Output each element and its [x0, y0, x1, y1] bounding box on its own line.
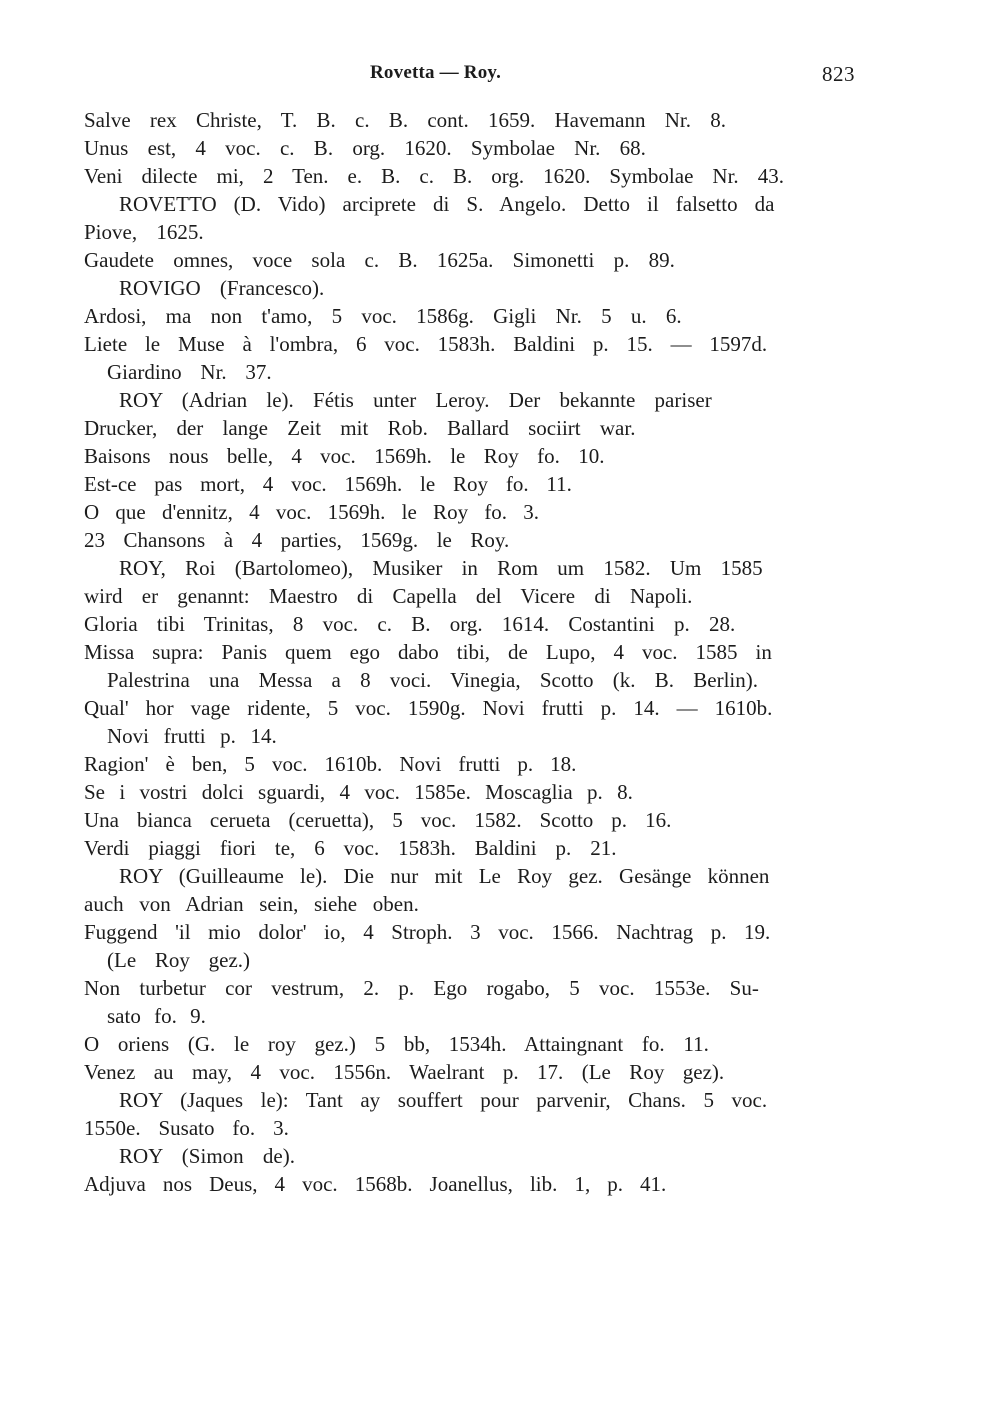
text-line: Una bianca cerueta (ceruetta), 5 voc. 1582. Scotto p. 16.: [84, 808, 672, 832]
text-line: Ardosi, ma non t'amo, 5 voc. 1586g. Gigli Nr. 5 u. 6.: [84, 304, 682, 328]
text-line: Piove, 1625.: [84, 220, 204, 244]
text-line: Salve rex Christe, T. B. c. B. cont. 1659. Havemann Nr. 8.: [84, 108, 726, 132]
text-line: Ragion' è ben, 5 voc. 1610b. Novi frutti p. 18.: [84, 752, 577, 776]
text-line: ROY, Roi (Bartolomeo), Musiker in Rom um 1582. Um 1585: [119, 556, 763, 580]
text-line: Giardino Nr. 37.: [107, 360, 272, 384]
page-number: 823: [822, 62, 855, 86]
text-line: Liete le Muse à l'ombra, 6 voc. 1583h. Baldini p. 15. — 1597d.: [84, 332, 768, 356]
text-line: ROVIGO (Francesco).: [119, 276, 325, 300]
text-line: O que d'ennitz, 4 voc. 1569h. le Roy fo. 3.: [84, 500, 540, 524]
text-line: Missa supra: Panis quem ego dabo tibi, de Lupo, 4 voc. 1585 in: [84, 640, 772, 664]
text-line: Verdi piaggi fiori te, 6 voc. 1583h. Baldini p. 21.: [84, 836, 617, 860]
text-line: ROY (Jaques le): Tant ay souffert pour parvenir, Chans. 5 voc.: [119, 1088, 768, 1112]
text-line: Gloria tibi Trinitas, 8 voc. c. B. org. 1614. Costantini p. 28.: [84, 612, 736, 636]
text-line: 1550e. Susato fo. 3.: [84, 1116, 289, 1140]
text-line: Baisons nous belle, 4 voc. 1569h. le Roy fo. 10.: [84, 444, 605, 468]
text-line: Gaudete omnes, voce sola c. B. 1625a. Simonetti p. 89.: [84, 248, 675, 272]
text-line: auch von Adrian sein, siehe oben.: [84, 892, 419, 916]
text-line: Unus est, 4 voc. c. B. org. 1620. Symbolae Nr. 68.: [84, 136, 646, 160]
text-line: ROY (Adrian le). Fétis unter Leroy. Der bekannte pariser: [119, 388, 712, 412]
text-line: Qual' hor vage ridente, 5 voc. 1590g. Novi frutti p. 14. — 1610b.: [84, 696, 773, 720]
text-line: Drucker, der lange Zeit mit Rob. Ballard sociirt war.: [84, 416, 636, 440]
text-line: Venez au may, 4 voc. 1556n. Waelrant p. 17. (Le Roy gez).: [84, 1060, 725, 1084]
text-line: Adjuva nos Deus, 4 voc. 1568b. Joanellus, lib. 1, p. 41.: [84, 1172, 667, 1196]
text-line: 23 Chansons à 4 parties, 1569g. le Roy.: [84, 528, 510, 552]
text-line: Veni dilecte mi, 2 Ten. e. B. c. B. org. 1620. Symbolae Nr. 43.: [84, 164, 784, 188]
text-line: Novi frutti p. 14.: [107, 724, 277, 748]
text-line: sato fo. 9.: [107, 1004, 206, 1028]
text-line: Non turbetur cor vestrum, 2. p. Ego rogabo, 5 voc. 1553e. Su-: [84, 976, 759, 1000]
running-head-title: Rovetta — Roy.: [370, 62, 502, 83]
text-line: ROY (Guilleaume le). Die nur mit Le Roy gez. Gesänge können: [119, 864, 770, 888]
text-line: ROY (Simon de).: [119, 1144, 295, 1168]
text-line: Palestrina una Messa a 8 voci. Vinegia, Scotto (k. B. Berlin).: [107, 668, 759, 692]
running-head: [0, 62, 1000, 92]
text-line: (Le Roy gez.): [107, 948, 251, 972]
text-line: O oriens (G. le roy gez.) 5 bb, 1534h. Attaingnant fo. 11.: [84, 1032, 709, 1056]
text-line: Se i vostri dolci sguardi, 4 voc. 1585e. Moscaglia p. 8.: [84, 780, 633, 804]
text-line: ROVETTO (D. Vido) arciprete di S. Angelo. Detto il falsetto da: [119, 192, 775, 216]
text-line: Est-ce pas mort, 4 voc. 1569h. le Roy fo. 11.: [84, 472, 572, 496]
text-line: Fuggend 'il mio dolor' io, 4 Stroph. 3 voc. 1566. Nachtrag p. 19.: [84, 920, 771, 944]
text-line: wird er genannt: Maestro di Capella del Vicere di Napoli.: [84, 584, 693, 608]
